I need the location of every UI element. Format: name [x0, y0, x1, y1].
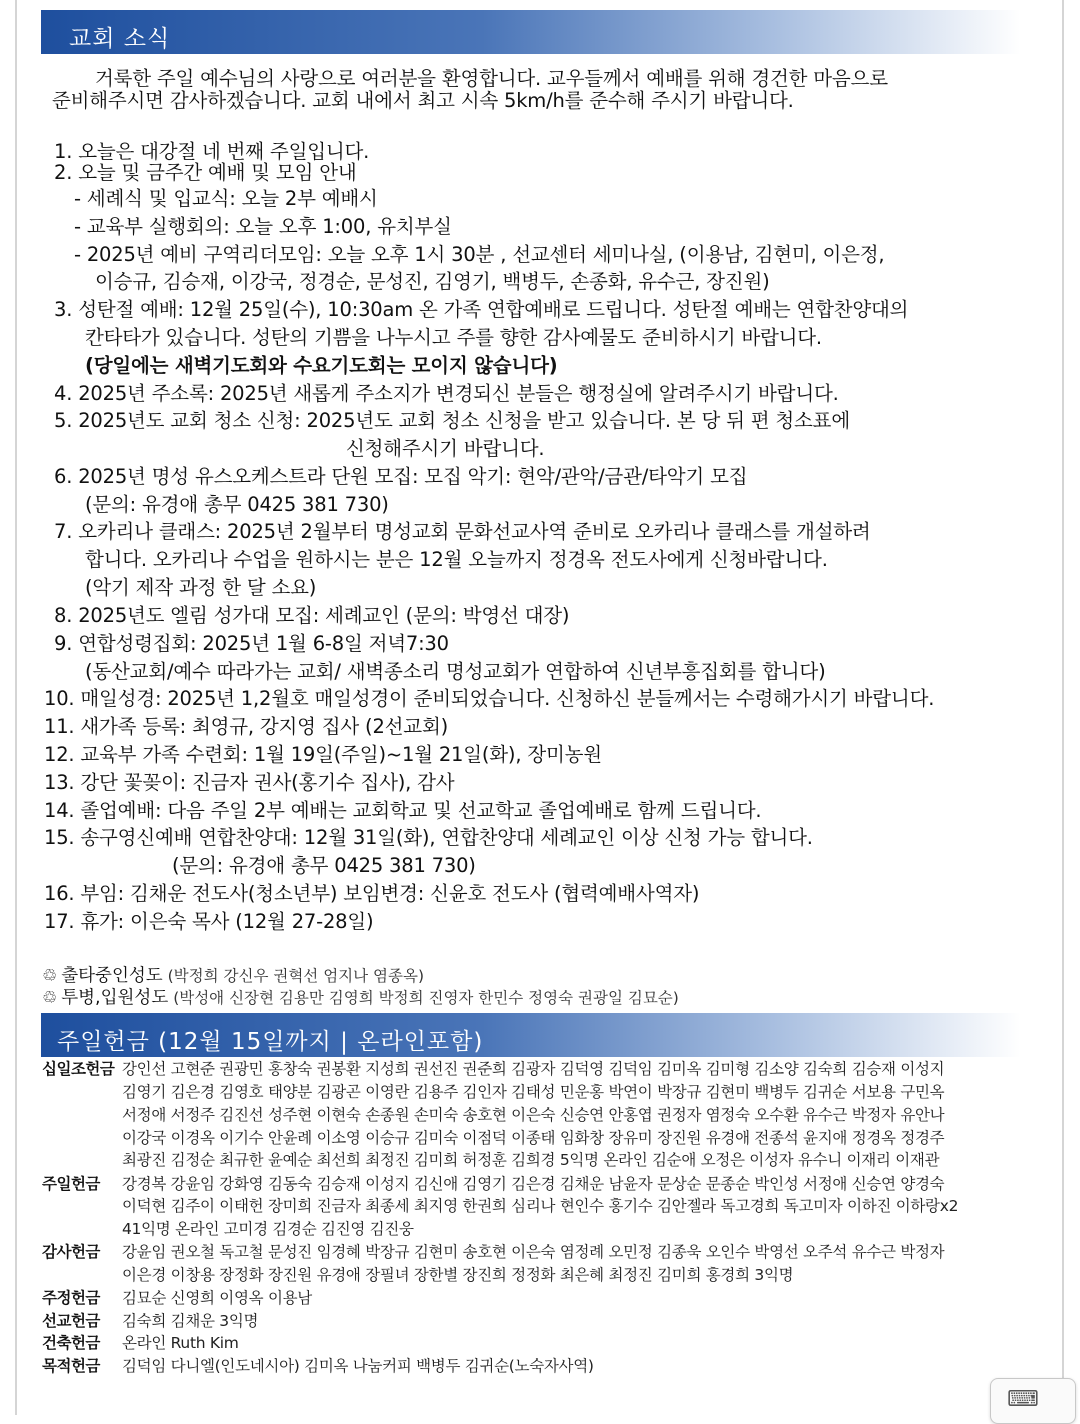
announcement-line: 이승규, 김승재, 이강국, 정경순, 문성진, 김영기, 백병두, 손종화, 유수근, 장진원) [95, 270, 770, 293]
announcement-line: 칸타타가 있습니다. 성탄의 기쁨을 나누시고 주를 향한 감사예물도 준비하시기 바랍니다. [85, 326, 822, 349]
announcement-line: - 세례식 및 입교식: 오늘 2부 예배시 [74, 187, 378, 210]
offering-category-label: 건축헌금 [42, 1334, 100, 1352]
travel-row [42, 966, 424, 986]
news-banner [41, 10, 1021, 54]
recycle-icon: ♲ [42, 988, 58, 1008]
announcement-line: 4. 2025년 주소록: 2025년 새롭게 주소지가 변경되신 분들은 행정실에 알려주시기 바랍니다. [54, 382, 839, 405]
page-right-edge [1062, 0, 1064, 1415]
announcement-line: 10. 매일성경: 2025년 1,2월호 매일성경이 준비되었습니다. 신청하신 분들께서는 수령해가시기 바랍니다. [44, 687, 935, 710]
offering-names-line: 김영기 김은경 김영호 태양분 김광곤 이영란 김용주 김인자 김태성 민운홍 박연이 박장규 김현미 백병두 김귀순 서보용 구민옥 [122, 1083, 945, 1101]
offering-category-label: 주정헌금 [42, 1289, 100, 1307]
offering-category-label: 십일조헌금 [42, 1060, 115, 1078]
announcement-line: 12. 교육부 가족 수련회: 1월 19일(주일)~1월 21일(화), 장미농원 [44, 743, 602, 766]
offering-category-label: 주일헌금 [42, 1175, 100, 1193]
travel-names: (박정희 강신우 권혁선 엄지나 염종옥) [167, 967, 425, 985]
recycle-icon: ♲ [42, 966, 58, 986]
announcement-line: 9. 연합성령집회: 2025년 1월 6-8일 저녁7:30 [54, 632, 449, 655]
offering-names-line: 김묘순 신영희 이영옥 이용남 [122, 1289, 312, 1307]
travel-label: 출타중인성도 [61, 966, 163, 986]
offering-title: 주일헌금 (12월 15일까지 | 온라인포함) [57, 1029, 484, 1055]
announcement-line: 17. 휴가: 이은숙 목사 (12월 27-28일) [44, 910, 374, 933]
offering-names-line: 강경복 강윤임 강화영 김동숙 김승재 이성지 김신애 김영기 김은경 김채운 남윤자 문상순 문종순 박인성 서정애 신승연 양경숙 [122, 1175, 945, 1193]
intro-line: 거룩한 주일 예수님의 사랑으로 여러분을 환영합니다. 교우들께서 예배를 위해 경건한 마음으로 [95, 67, 888, 90]
offering-banner [41, 1013, 1021, 1057]
offering-names-line: 이덕현 김주이 이태헌 장미희 진금자 최종세 최지영 한권희 심리나 현인수 홍기수 김안젤라 독고경희 독고미자 이하진 이하랑x2 [122, 1197, 959, 1215]
offering-names-line: 김숙희 김채운 3익명 [122, 1312, 259, 1330]
announcement-line: 1. 오늘은 대강절 네 번째 주일입니다. [54, 140, 370, 163]
announcement-line: 11. 새가족 등록: 최영규, 강지영 집사 (2선교회) [44, 715, 448, 738]
sick-names: (박성애 신장현 김용만 김영희 박정희 진영자 한민수 정영숙 권광일 김묘순) [173, 989, 679, 1007]
sick-label: 투병,입원성도 [61, 988, 169, 1008]
announcement-line: 5. 2025년도 교회 청소 신청: 2025년도 교회 청소 신청을 받고 있습니다. 본 당 뒤 편 청소표에 [54, 409, 850, 432]
announcement-line: 14. 졸업예배: 다음 주일 2부 예배는 교회학교 및 선교학교 졸업예배로 함께 드립니다. [44, 799, 762, 822]
offering-names-line: 이은경 이창용 장정화 장진원 유경애 장필녀 장한별 장진희 정정화 최은혜 최정진 김미희 홍경희 3익명 [122, 1266, 794, 1284]
intro-line: 준비해주시면 감사하겠습니다. 교회 내에서 최고 시속 5km/h를 준수해 주시기 바랍니다. [52, 89, 794, 112]
news-title: 교회 소식 [69, 26, 171, 52]
announcement-line: (문의: 유경애 총무 0425 381 730) [85, 493, 389, 516]
keyboard-icon: ⌨ [1007, 1387, 1039, 1412]
announcement-line: - 2025년 예비 구역리더모임: 오늘 오후 1시 30분 , 선교센터 세미나실, (이용남, 김현미, 이은정, [74, 243, 885, 266]
announcement-line: 신청해주시기 바랍니다. [346, 437, 545, 460]
announcement-line: 합니다. 오카리나 수업을 원하시는 분은 12월 오늘까지 정경옥 전도사에게 신청바랍니다. [85, 548, 828, 571]
offering-names-line: 이강국 이경옥 이기수 안윤례 이소영 이승규 김미숙 이점덕 이종태 임화창 장유미 장진원 유경애 전종석 윤지애 정경옥 정경주 [122, 1129, 945, 1147]
offering-names-line: 강인선 고현준 권광민 홍창숙 권봉환 지성희 권선진 권준희 김광자 김덕영 김덕임 김미옥 김미형 김소양 김숙희 김승재 이성지 [122, 1060, 945, 1078]
offering-names-line: 온라인 Ruth Kim [122, 1334, 239, 1352]
announcement-line: (악기 제작 과정 한 달 소요) [85, 576, 317, 599]
offering-names-line: 최광진 김정순 최규한 윤예순 최선희 최정진 김미희 허정훈 김희경 5익명 온라인 김순애 오정은 이성자 유수니 이재리 이재관 [122, 1151, 940, 1169]
offering-names-line: 김덕임 다니엘(인도네시아) 김미옥 나눔커피 백병두 김귀순(노숙자사역) [122, 1357, 594, 1375]
announcement-line: 3. 성탄절 예배: 12월 25일(수), 10:30am 온 가족 연합예배로 드립니다. 성탄절 예배는 연합찬양대의 [54, 298, 909, 321]
announcement-note: (당일에는 새벽기도회와 수요기도회는 모이지 않습니다) [85, 354, 558, 377]
announcement-line: (문의: 유경애 총무 0425 381 730) [172, 854, 476, 877]
announcement-line: 13. 강단 꽃꽂이: 진금자 권사(홍기수 집사), 감사 [44, 771, 455, 794]
announcement-line: 8. 2025년도 엘림 성가대 모집: 세례교인 (문의: 박영선 대장) [54, 604, 570, 627]
announcement-line: (동산교회/예수 따라가는 교회/ 새벽종소리 명성교회가 연합하여 신년부흥집회를 합니다) [85, 660, 826, 683]
offering-names-line: 41익명 온라인 고미경 김경순 김진영 김진웅 [122, 1220, 414, 1238]
offering-names-line: 서정애 서정주 김진선 성주현 이현숙 손종원 손미숙 송호현 이은숙 신승연 안홍엽 권정자 염정숙 오수환 유수근 박정자 유안나 [122, 1106, 945, 1124]
page-left-edge [15, 0, 17, 1415]
announcement-line: 6. 2025년 명성 유스오케스트라 단원 모집: 모집 악기: 현악/관악/금관/타악기 모집 [54, 465, 748, 488]
announcement-line: 16. 부임: 김채운 전도사(청소년부) 보임변경: 신윤호 전도사 (협력예배사역자) [44, 882, 700, 905]
announcement-line: - 교육부 실행회의: 오늘 오후 1:00, 유치부실 [74, 215, 452, 238]
offering-category-label: 선교헌금 [42, 1312, 100, 1330]
offering-category-label: 감사헌금 [42, 1243, 100, 1261]
offering-category-label: 목적헌금 [42, 1357, 100, 1375]
announcement-line: 15. 송구영신예배 연합찬양대: 12월 31일(화), 연합찬양대 세례교인 이상 신청 가능 합니다. [44, 826, 813, 849]
sick-row [42, 988, 679, 1008]
announcement-line: 2. 오늘 및 금주간 예배 및 모임 안내 [54, 161, 357, 184]
announcement-line: 7. 오카리나 클래스: 2025년 2월부터 명성교회 문화선교사역 준비로 오카리나 클래스를 개설하려 [54, 520, 871, 543]
keyboard-toggle-button[interactable] [990, 1378, 1076, 1424]
offering-names-line: 강윤임 권오철 독고철 문성진 임경혜 박장규 김현미 송호현 이은숙 염정례 오민정 김종욱 오인수 박영선 오주석 유수근 박정자 [122, 1243, 945, 1261]
